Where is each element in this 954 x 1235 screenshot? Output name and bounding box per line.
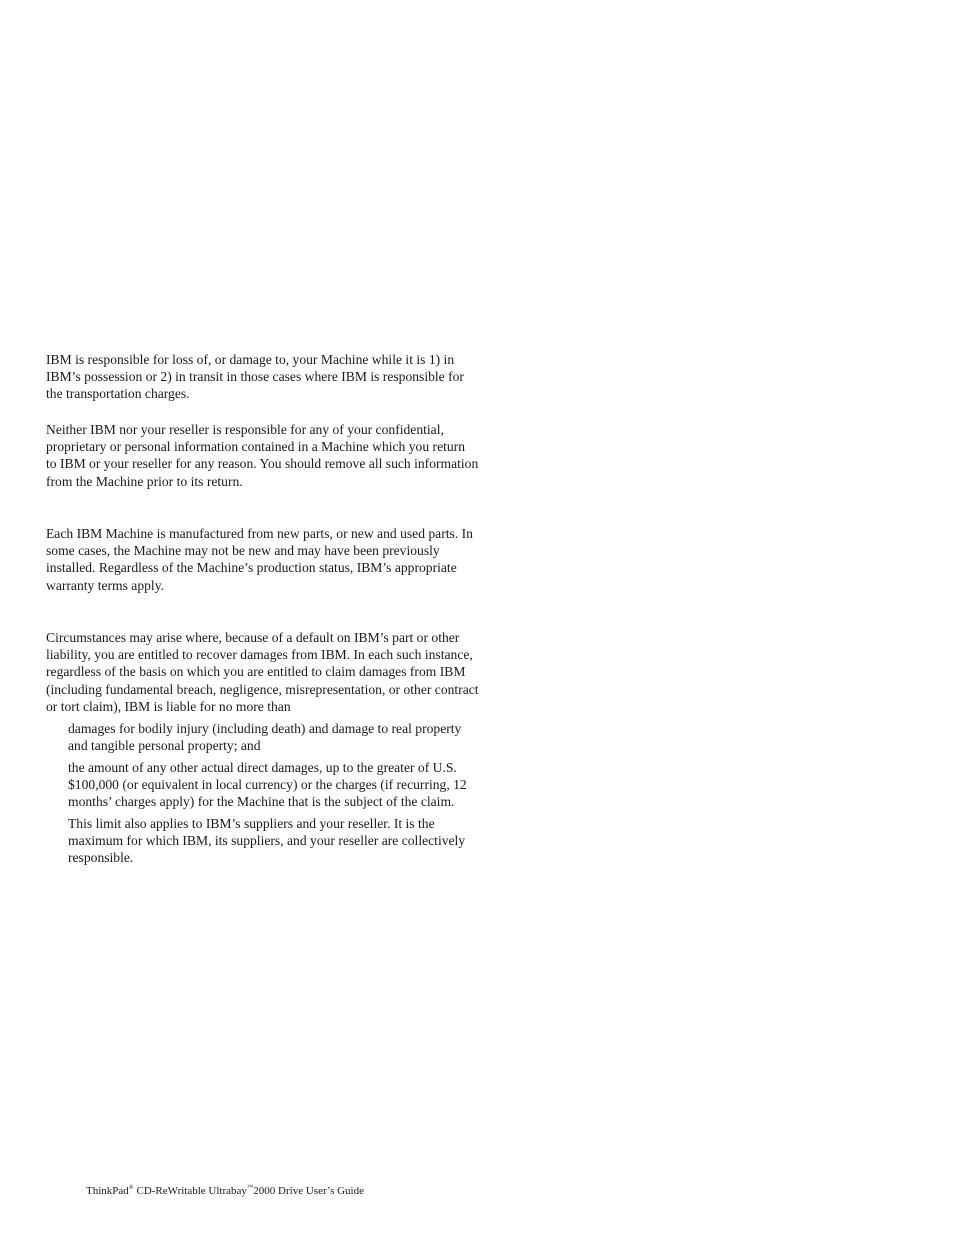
text-line: to IBM or your reseller for any reason. You should remove all such information [46, 456, 479, 472]
text-line: Neither IBM nor your reseller is responsible for any of your confidential, [46, 422, 444, 437]
text-line: IBM’s possession or 2) in transit in those cases where IBM is responsible for [46, 369, 464, 385]
text-line: or tort claim), IBM is liable for no more than [46, 698, 291, 714]
footer-product-desc: CD-ReWritable Ultrabay [133, 1185, 247, 1197]
text-line: maximum for which IBM, its suppliers, and your reseller are collectively [68, 833, 466, 849]
text-line: installed. Regardless of the Machine’s production status, IBM’s appropriate [46, 560, 457, 576]
list-item [68, 720, 558, 754]
text-line: IBM is responsible for loss of, or damage to, your Machine while it is 1) in [46, 352, 455, 367]
registered-mark: ® [128, 1184, 134, 1191]
text-line: This limit also applies to IBM’s suppliers and your reseller. It is the [68, 816, 435, 831]
list-item [68, 759, 558, 811]
text-line: Circumstances may arise where, because of a default on IBM’s part or other [46, 630, 460, 645]
text-line: from the Machine prior to its return. [46, 473, 243, 489]
text-line: liability, you are entitled to recover damages from IBM. In each such instance, [46, 647, 473, 663]
paragraph-confidential-info [46, 421, 556, 490]
text-line: $100,000 (or equivalent in local currency) or the charges (if recurring, 12 [68, 777, 467, 793]
paragraph-production-status [46, 525, 556, 594]
text-line: regardless of the basis on which you are entitled to claim damages from IBM [46, 664, 466, 680]
text-line: responsible. [68, 850, 134, 866]
list-item [68, 815, 558, 867]
footer-guide-title: 2000 Drive User’s Guide [253, 1185, 364, 1197]
text-line: damages for bodily injury (including death) and damage to real property [68, 721, 462, 736]
footer-product-name: ThinkPad [86, 1185, 129, 1197]
text-line: warranty terms apply. [46, 577, 165, 593]
text-line: and tangible personal property; and [68, 738, 261, 754]
text-line: the amount of any other actual direct damages, up to the greater of U.S. [68, 760, 457, 775]
paragraph-loss-damage [46, 351, 556, 403]
text-line: proprietary or personal information contained in a Machine which you return [46, 439, 466, 455]
text-line: Each IBM Machine is manufactured from new parts, or new and used parts. In [46, 526, 473, 541]
trademark-mark: ™ [246, 1184, 254, 1191]
text-line: (including fundamental breach, negligence, misrepresentation, or other contract [46, 681, 479, 697]
paragraph-limitation-of-liability [46, 629, 556, 715]
page-footer [86, 1184, 364, 1197]
text-line: months’ charges apply) for the Machine that is the subject of the claim. [68, 794, 455, 810]
text-line: some cases, the Machine may not be new and may have been previously [46, 543, 440, 559]
text-line: the transportation charges. [46, 386, 190, 402]
